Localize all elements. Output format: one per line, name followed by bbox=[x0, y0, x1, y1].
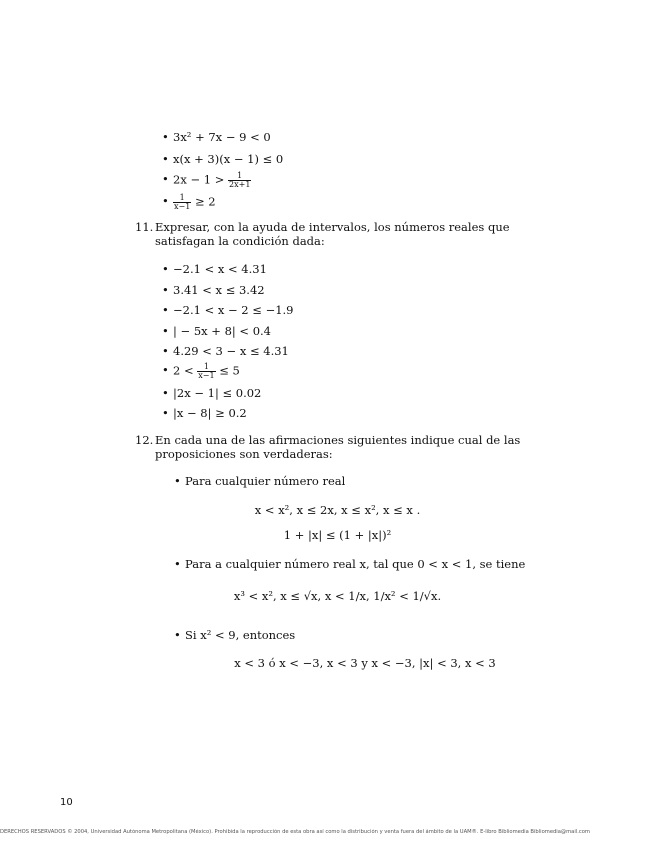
problem-number: 12. bbox=[135, 433, 154, 447]
list-item: • −2.1 < x < 4.31 bbox=[173, 262, 267, 276]
copyright-footer: DERECHOS RESERVADOS © 2004, Universidad Autónoma Metropolitana (México). Prohibida la reproducción de esta obra así como la distribución y venta fuera del ámbito de la UAM®. E-libro Bibliomedia Bibliomedia@mail.com bbox=[0, 829, 590, 835]
list-item: • $\frac{1}{x-1}$ ≥ 2 bbox=[173, 194, 216, 211]
list-item: • Para cualquier número real bbox=[185, 474, 345, 488]
fraction: $\frac{1}{x-1}$ bbox=[198, 362, 215, 380]
problem-text: En cada una de las afirmaciones siguientes indique cual de las proposiciones son verdaderas: bbox=[155, 433, 521, 461]
fraction: • $\frac{1}{x-1}$ bbox=[174, 193, 191, 211]
list-item: • Si x² < 9, entonces bbox=[185, 628, 295, 642]
fraction: $\frac{1}{2x+1}$ bbox=[229, 171, 251, 189]
page-number: 10 bbox=[60, 797, 73, 808]
problem-text: Expresar, con la ayuda de intervalos, los números reales que satisfagan la condición dada: bbox=[155, 220, 510, 248]
list-item: • |2x − 1| ≤ 0.02 bbox=[173, 386, 261, 400]
list-item: • 4.29 < 3 − x ≤ 4.31 bbox=[173, 344, 289, 358]
problem-number: 11. bbox=[135, 220, 154, 234]
list-item: • 3x² + 7x − 9 < 0 bbox=[173, 130, 271, 144]
math-line: x³ < x², x ≤ √x, x < 1/x, 1/x² < 1/√x. bbox=[233, 589, 442, 603]
list-item: • 2x − 1 > $\frac{1}{2x+1}$ bbox=[173, 172, 251, 189]
math-line: 1 + |x| ≤ (1 + |x|)² bbox=[283, 528, 392, 542]
math-line: x < x², x ≤ 2x, x ≤ x², x ≤ x . bbox=[254, 503, 421, 517]
list-item: • 3.41 < x ≤ 3.42 bbox=[173, 283, 265, 297]
list-item: • | − 5x + 8| < 0.4 bbox=[173, 324, 271, 338]
math-line: x < 3 ó x < −3, x < 3 y x < −3, |x| < 3, x < 3 bbox=[234, 656, 496, 670]
list-item: • x(x + 3)(x − 1) ≤ 0 bbox=[173, 152, 283, 166]
list-item: • Para a cualquier número real x, tal que 0 < x < 1, se tiene bbox=[185, 557, 525, 571]
list-item: • −2.1 < x − 2 ≤ −1.9 bbox=[173, 303, 294, 317]
list-item: • |x − 8| ≥ 0.2 bbox=[173, 406, 247, 420]
list-item: • 2 < $\frac{1}{x-1}$ ≤ 5 bbox=[173, 363, 240, 380]
